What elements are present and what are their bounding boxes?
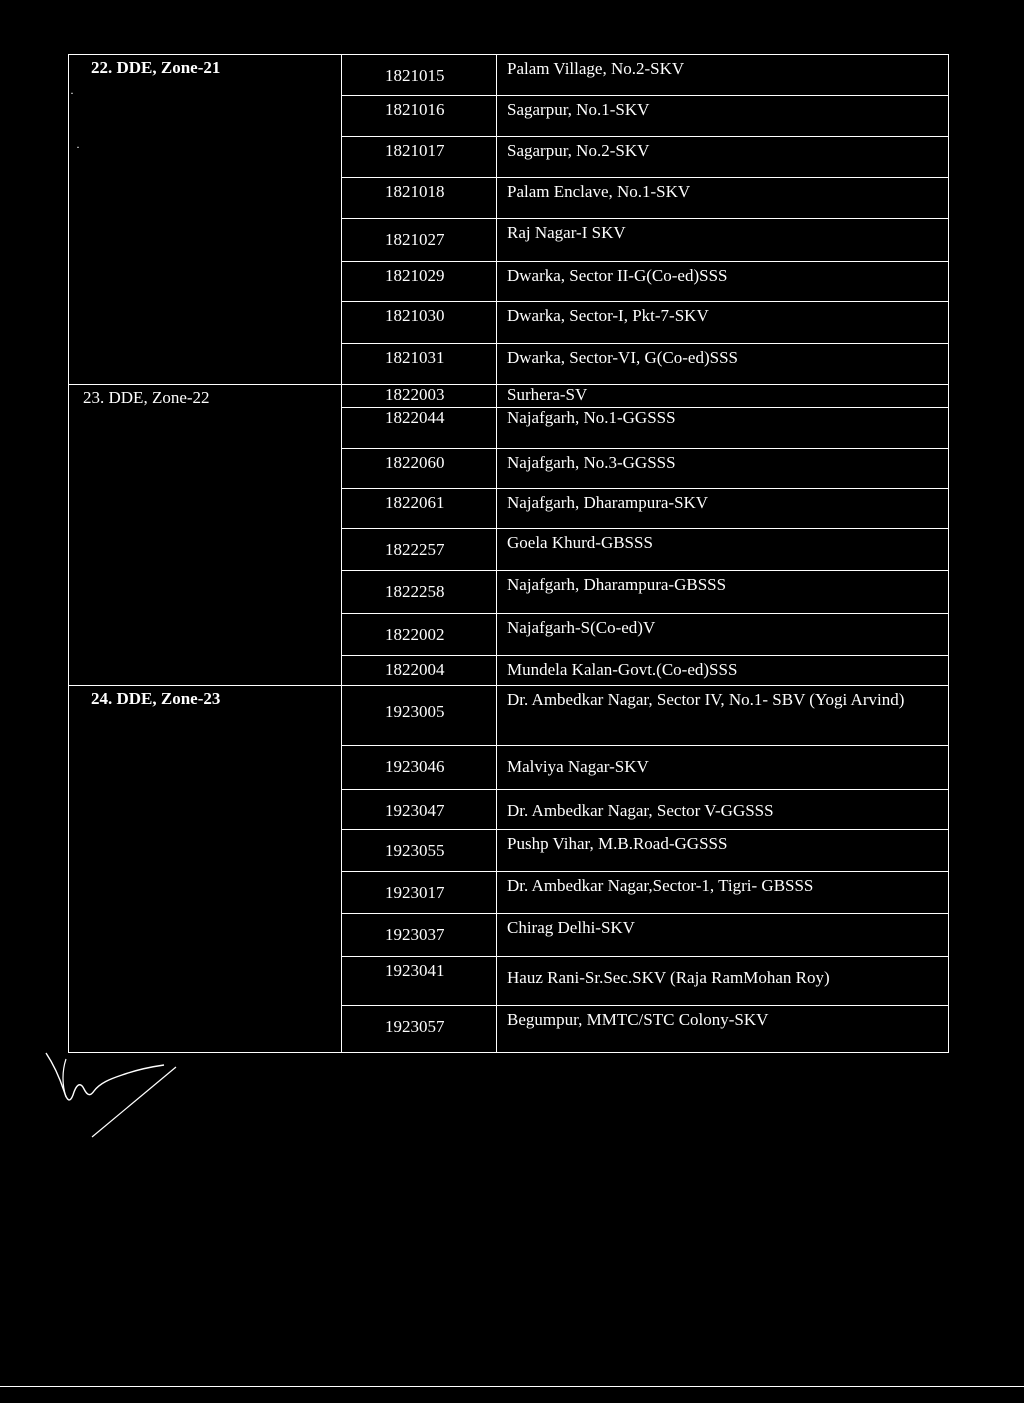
zone-cell — [69, 385, 342, 686]
zone-cell — [69, 55, 342, 385]
school-code: 1822002 — [342, 614, 497, 656]
school-code: 1821029 — [342, 262, 497, 302]
school-name: Palam Village, No.2-SKV — [497, 55, 949, 96]
school-name: Raj Nagar-I SKV — [497, 219, 949, 262]
school-name: Begumpur, MMTC/STC Colony-SKV — [497, 1006, 949, 1053]
zone-label: 24. DDE, Zone-23 — [91, 689, 221, 708]
school-code: 1821017 — [342, 137, 497, 178]
school-name: Najafgarh-S(Co-ed)V — [497, 614, 949, 656]
school-name: Dwarka, Sector-I, Pkt-7-SKV — [497, 302, 949, 344]
bottom-rule — [0, 1386, 1024, 1387]
school-name: Najafgarh, No.1-GGSSS — [497, 408, 949, 449]
school-code: 1822003 — [342, 385, 497, 408]
school-code: 1923055 — [342, 830, 497, 872]
table-row — [69, 385, 949, 408]
school-code: 1923057 — [342, 1006, 497, 1053]
school-code: 1822044 — [342, 408, 497, 449]
school-name: Najafgarh, No.3-GGSSS — [497, 449, 949, 489]
school-code: 1822061 — [342, 489, 497, 529]
school-name: Dr. Ambedkar Nagar, Sector IV, No.1- SBV (Yogi Arvind) — [497, 686, 949, 746]
school-name: Dr. Ambedkar Nagar, Sector V-GGSSS — [497, 790, 949, 830]
school-name: Najafgarh, Dharampura-SKV — [497, 489, 949, 529]
zone-label: 23. DDE, Zone-22 — [83, 388, 210, 407]
school-name: Hauz Rani-Sr.Sec.SKV (Raja RamMohan Roy) — [497, 957, 949, 1006]
school-code: 1822258 — [342, 571, 497, 614]
school-code: 1821027 — [342, 219, 497, 262]
school-code: 1821015 — [342, 55, 497, 96]
school-code: 1923017 — [342, 872, 497, 914]
scan-speck: · — [70, 86, 74, 100]
school-code: 1821018 — [342, 178, 497, 219]
school-code: 1822257 — [342, 529, 497, 571]
zone-cell — [69, 686, 342, 1053]
scan-speck: · — [76, 140, 80, 154]
school-name: Goela Khurd-GBSSS — [497, 529, 949, 571]
school-code: 1923047 — [342, 790, 497, 830]
school-code: 1923046 — [342, 746, 497, 790]
table-row — [69, 55, 949, 96]
school-name: Pushp Vihar, M.B.Road-GGSSS — [497, 830, 949, 872]
school-name: Najafgarh, Dharampura-GBSSS — [497, 571, 949, 614]
school-name: Dwarka, Sector-VI, G(Co-ed)SSS — [497, 344, 949, 385]
school-name: Sagarpur, No.1-SKV — [497, 96, 949, 137]
school-name: Dwarka, Sector II-G(Co-ed)SSS — [497, 262, 949, 302]
school-code: 1821031 — [342, 344, 497, 385]
schools-table — [68, 54, 949, 1053]
school-code: 1923005 — [342, 686, 497, 746]
school-name: Chirag Delhi-SKV — [497, 914, 949, 957]
school-name: Surhera-SV — [497, 385, 949, 408]
table-row — [69, 686, 949, 746]
school-code: 1821016 — [342, 96, 497, 137]
school-code: 1822060 — [342, 449, 497, 489]
signature-mark — [40, 1045, 180, 1140]
school-code: 1923037 — [342, 914, 497, 957]
school-name: Dr. Ambedkar Nagar,Sector-1, Tigri- GBSSS — [497, 872, 949, 914]
school-name: Palam Enclave, No.1-SKV — [497, 178, 949, 219]
school-code: 1822004 — [342, 656, 497, 686]
school-name: Mundela Kalan-Govt.(Co-ed)SSS — [497, 656, 949, 686]
zone-label: 22. DDE, Zone-21 — [91, 58, 221, 77]
school-code: 1821030 — [342, 302, 497, 344]
school-name: Sagarpur, No.2-SKV — [497, 137, 949, 178]
school-name: Malviya Nagar-SKV — [497, 746, 949, 790]
school-code: 1923041 — [342, 957, 497, 1006]
